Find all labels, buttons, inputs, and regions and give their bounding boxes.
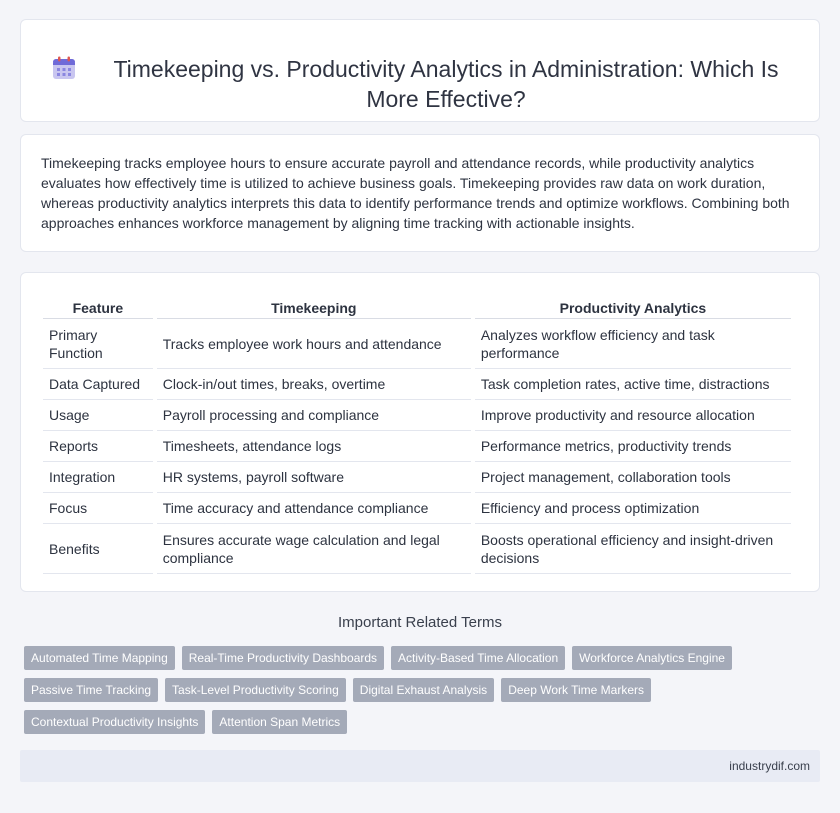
table-cell-timekeeping: HR systems, payroll software [157, 462, 471, 493]
table-cell-feature: Integration [43, 462, 153, 493]
table-cell-timekeeping: Time accuracy and attendance compliance [157, 493, 471, 524]
related-term-tag[interactable]: Task-Level Productivity Scoring [165, 678, 346, 702]
footer [20, 750, 820, 782]
table-cell-feature: Usage [43, 400, 153, 431]
header-card [20, 19, 820, 122]
table-row [43, 319, 791, 369]
table-cell-timekeeping: Payroll processing and compliance [157, 400, 471, 431]
table-row [43, 462, 791, 493]
related-terms-title: Important Related Terms [338, 614, 502, 631]
related-term-tag[interactable]: Deep Work Time Markers [501, 678, 651, 702]
table-cell-productivity: Task completion rates, active time, distractions [475, 369, 791, 400]
related-term-tag[interactable]: Digital Exhaust Analysis [353, 678, 494, 702]
related-term-tag[interactable]: Real-Time Productivity Dashboards [182, 646, 384, 670]
header-productivity-analytics: Productivity Analytics [475, 295, 791, 319]
related-terms-tags [24, 646, 814, 734]
calendar-icon [51, 55, 77, 81]
comparison-table [39, 295, 795, 574]
intro-card [20, 134, 820, 252]
table-row [43, 431, 791, 462]
footer-site-link[interactable]: industrydif.com [729, 759, 810, 773]
table-cell-productivity: Improve productivity and resource allocation [475, 400, 791, 431]
intro-text: Timekeeping tracks employee hours to ensure accurate payroll and attendance records, while productivity analytics evaluates how effectively time is utilized to achieve business goals. Timekeeping provides raw data on work duration, whereas productivity analytics interprets this data to identify performance trends and optimize workflows. Combining both approaches enhances workforce management by aligning time tracking with actionable insights. [41, 155, 790, 231]
related-term-tag[interactable]: Activity-Based Time Allocation [391, 646, 565, 670]
related-term-tag[interactable]: Passive Time Tracking [24, 678, 158, 702]
table-cell-timekeeping: Tracks employee work hours and attendance [157, 319, 471, 369]
table-cell-productivity: Analyzes workflow efficiency and task performance [475, 319, 791, 369]
table-row [43, 400, 791, 431]
table-cell-feature: Primary Function [43, 319, 153, 369]
table-cell-feature: Data Captured [43, 369, 153, 400]
header-inner [45, 28, 795, 114]
table-cell-timekeeping: Timesheets, attendance logs [157, 431, 471, 462]
related-term-tag[interactable]: Contextual Productivity Insights [24, 710, 205, 734]
page-title: Timekeeping vs. Productivity Analytics in Administration: Which Is More Effective? [113, 55, 779, 112]
table-cell-productivity: Boosts operational efficiency and insight-driven decisions [475, 524, 791, 574]
table-cell-productivity: Efficiency and process optimization [475, 493, 791, 524]
comparison-table-card [20, 272, 820, 592]
table-cell-feature: Reports [43, 431, 153, 462]
table-cell-productivity: Project management, collaboration tools [475, 462, 791, 493]
table-cell-feature: Focus [43, 493, 153, 524]
header-feature: Feature [43, 295, 153, 319]
table-cell-timekeeping: Ensures accurate wage calculation and legal compliance [157, 524, 471, 574]
table-header-row [43, 295, 791, 319]
table-row [43, 524, 791, 574]
table-cell-timekeeping: Clock-in/out times, breaks, overtime [157, 369, 471, 400]
table-cell-feature: Benefits [43, 524, 153, 574]
table-cell-productivity: Performance metrics, productivity trends [475, 431, 791, 462]
related-term-tag[interactable]: Workforce Analytics Engine [572, 646, 732, 670]
header-timekeeping: Timekeeping [157, 295, 471, 319]
table-row [43, 369, 791, 400]
related-term-tag[interactable]: Automated Time Mapping [24, 646, 175, 670]
table-row [43, 493, 791, 524]
related-term-tag[interactable]: Attention Span Metrics [212, 710, 347, 734]
